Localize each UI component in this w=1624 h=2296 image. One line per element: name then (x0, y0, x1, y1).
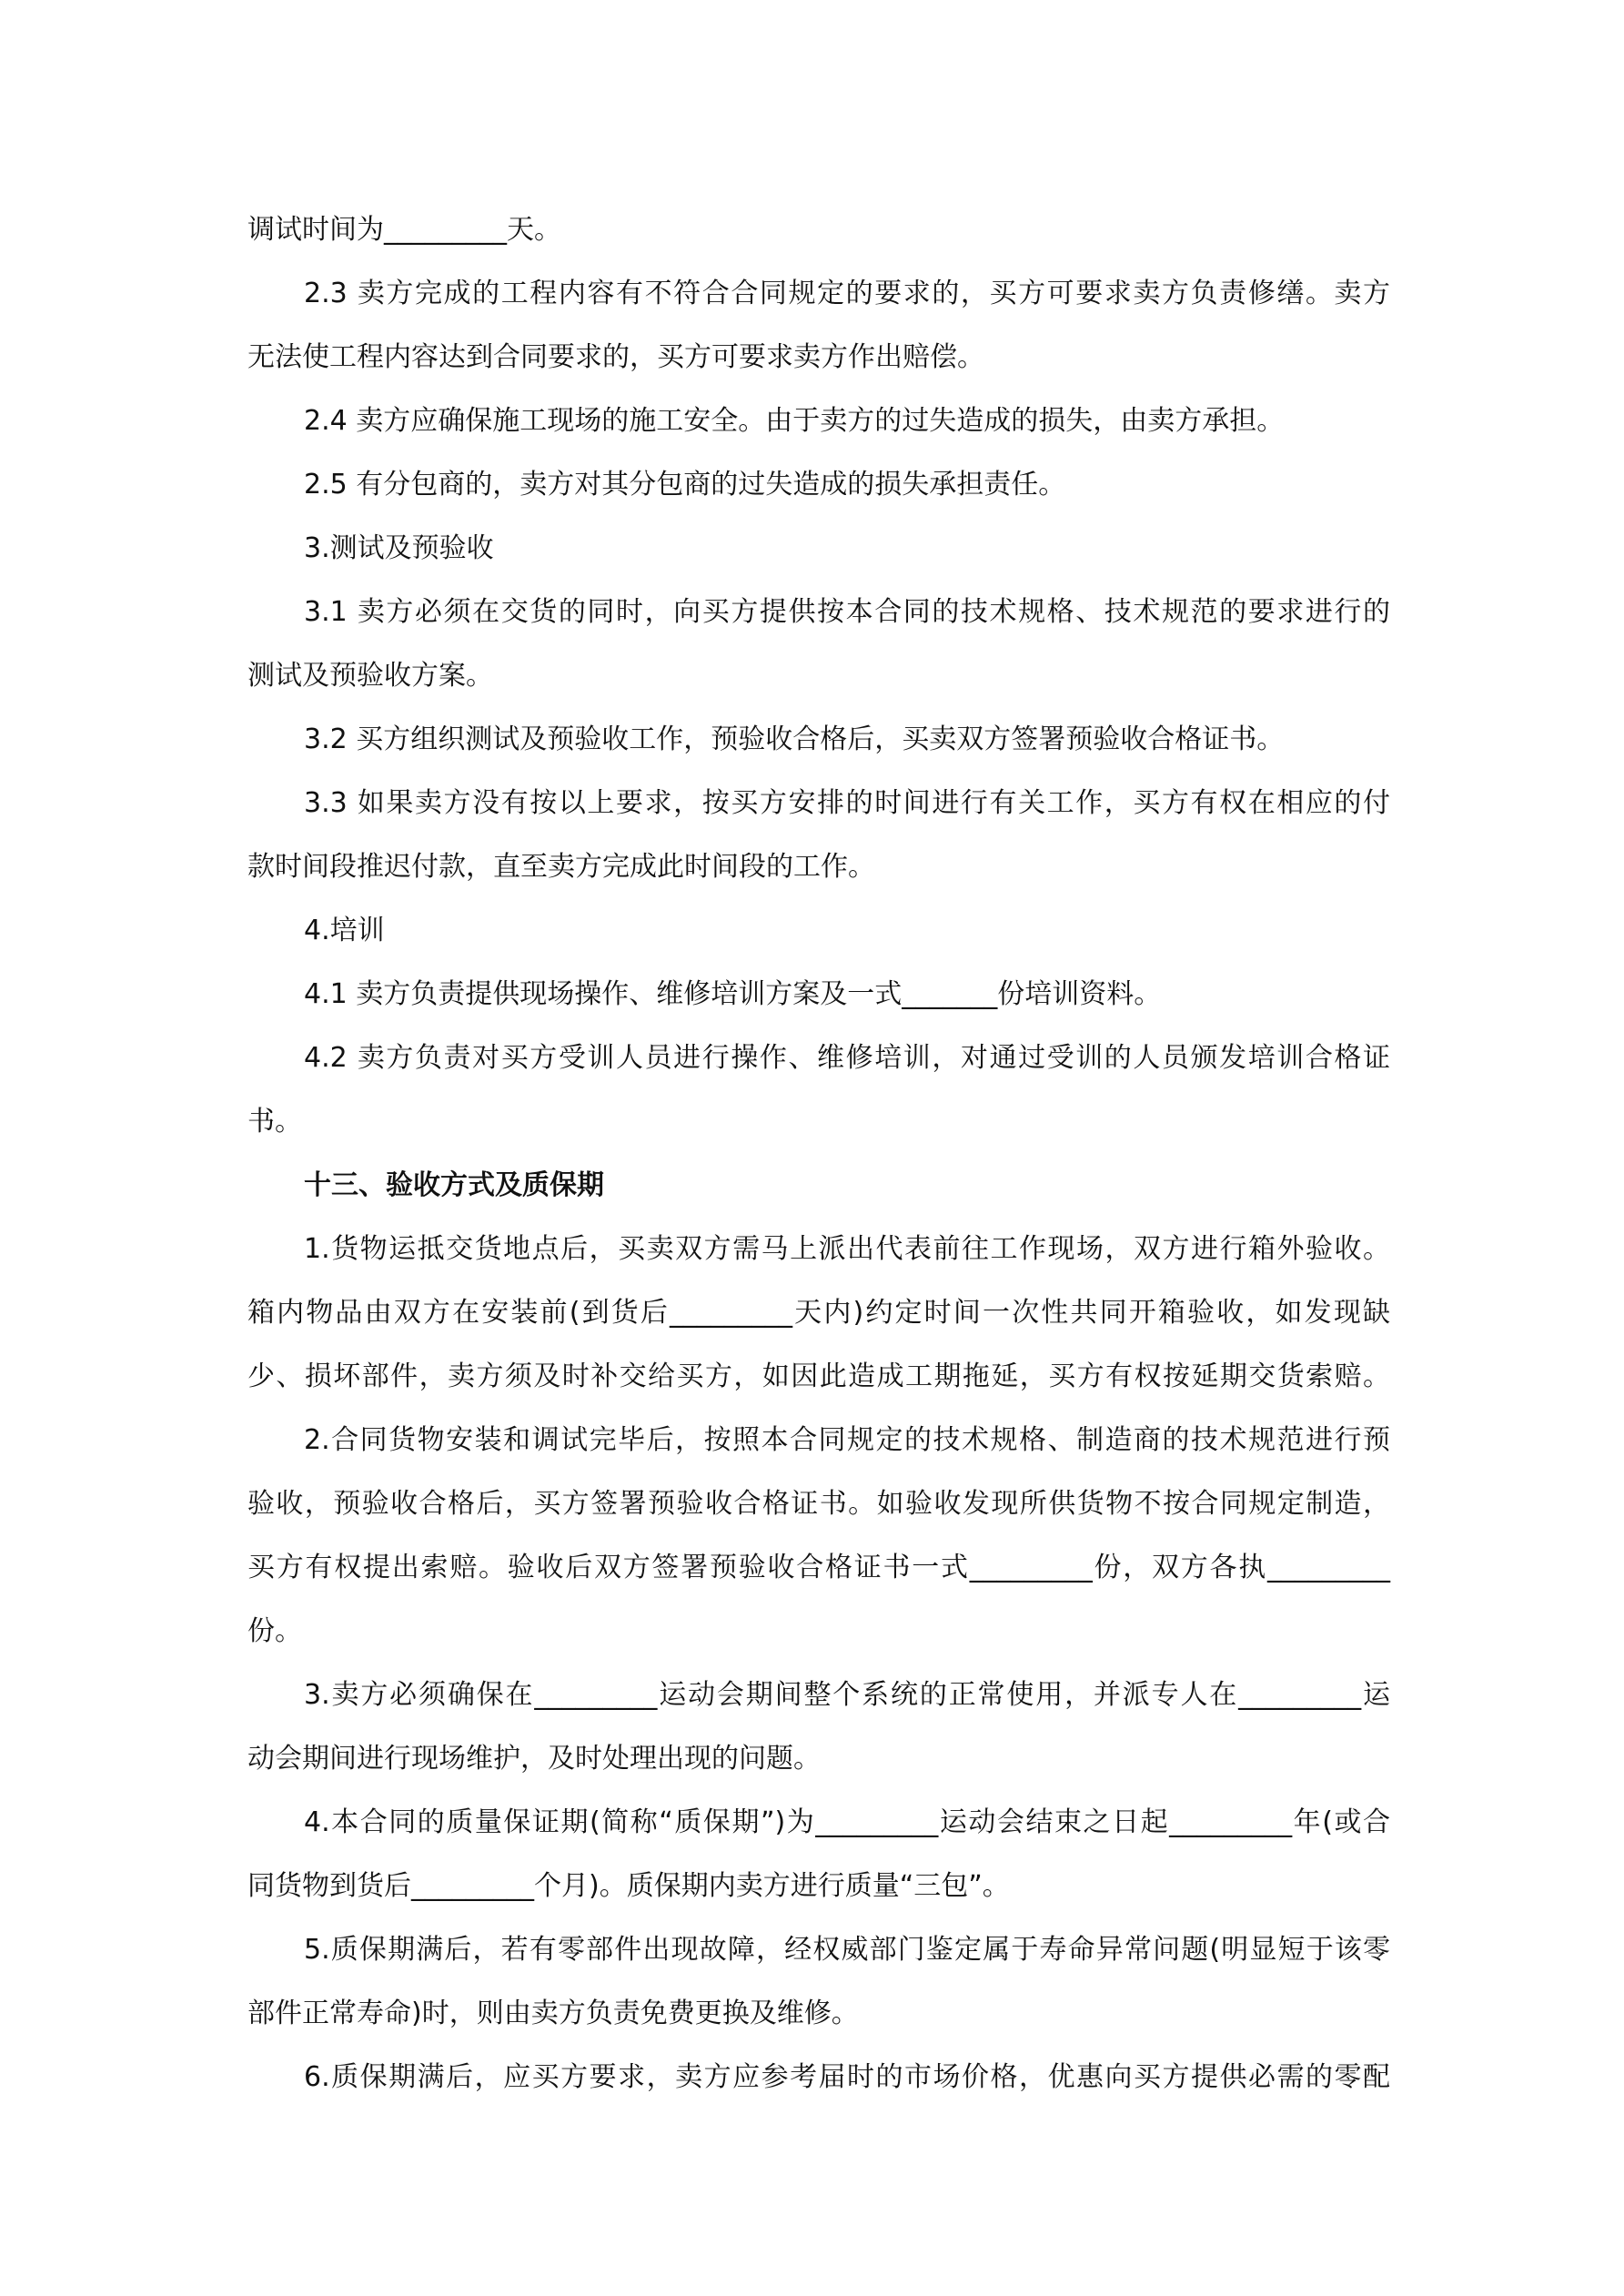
text-line: 3.3 如果卖方没有按以上要求，按买方安排的时间进行有关工作，买方有权在相应的付 (304, 787, 1390, 819)
text-line: 部件正常寿命)时，则由卖方负责免费更换及维修。 (247, 1998, 859, 2029)
text-line: 少、损坏部件，卖方须及时补交给买方，如因此造成工期拖延，买方有权按延期交货索赔。 (247, 1360, 1390, 1392)
text-line: 4.培训 (304, 915, 385, 946)
text-line: 2.3 卖方完成的工程内容有不符合合同规定的要求的，买方可要求卖方负责修缮。卖方 (304, 278, 1390, 309)
text-line: 1.货物运抵交货地点后，买卖双方需马上派出代表前往工作现场，双方进行箱外验收。 (304, 1233, 1390, 1265)
text-line: 动会期间进行现场维护，及时处理出现的问题。 (247, 1743, 821, 1775)
text-line: 4.本合同的质量保证期(简称“质保期”)为_________运动会结束之日起_________年(或合 (304, 1806, 1390, 1838)
text-line: 3.1 卖方必须在交货的同时，向买方提供按本合同的技术规格、技术规范的要求进行的 (304, 596, 1390, 628)
text-line: 无法使工程内容达到合同要求的，买方可要求卖方作出赔偿。 (247, 341, 984, 373)
section-heading: 十三、验收方式及质保期 (304, 1169, 604, 1201)
text-line: 2.合同货物安装和调试完毕后，按照本合同规定的技术规格、制造商的技术规范进行预 (304, 1424, 1390, 1456)
text-line: 3.测试及预验收 (304, 532, 494, 564)
text-line: 5.质保期满后，若有零部件出现故障，经权威部门鉴定属于寿命异常问题(明显短于该零 (304, 1934, 1390, 1966)
text-line: 买方有权提出索赔。验收后双方签署预验收合格证书一式_________份，双方各执_________ (247, 1552, 1390, 1583)
text-line: 3.2 买方组织测试及预验收工作，预验收合格后，买卖双方签署预验收合格证书。 (304, 723, 1285, 755)
text-line: 份。 (247, 1615, 302, 1647)
text-line: 3.卖方必须确保在_________运动会期间整个系统的正常使用，并派专人在_________运 (304, 1679, 1390, 1711)
text-line: 4.1 卖方负责提供现场操作、维修培训方案及一式_______份培训资料。 (304, 978, 1162, 1010)
text-line: 2.5 有分包商的，卖方对其分包商的过失造成的损失承担责任。 (304, 469, 1066, 501)
text-line: 验收，预验收合格后，买方签署预验收合格证书。如验收发现所供货物不按合同规定制造， (247, 1488, 1390, 1520)
document-body (247, 198, 1390, 2109)
text-line: 调试时间为_________天。 (247, 214, 561, 246)
text-line: 书。 (247, 1106, 302, 1138)
text-line: 2.4 卖方应确保施工现场的施工安全。由于卖方的过失造成的损失，由卖方承担。 (304, 405, 1285, 437)
text-line: 箱内物品由双方在安装前(到货后_________天内)约定时间一次性共同开箱验收，如发现缺 (247, 1297, 1390, 1329)
text-line: 同货物到货后_________个月)。质保期内卖方进行质量“三包”。 (247, 1870, 1010, 1902)
text-line: 6.质保期满后，应买方要求，卖方应参考届时的市场价格，优惠向买方提供必需的零配 (304, 2061, 1390, 2093)
text-line: 款时间段推迟付款，直至卖方完成此时间段的工作。 (247, 851, 875, 883)
text-line: 测试及预验收方案。 (247, 660, 493, 692)
text-line: 4.2 卖方负责对买方受训人员进行操作、维修培训，对通过受训的人员颁发培训合格证 (304, 1042, 1390, 1074)
